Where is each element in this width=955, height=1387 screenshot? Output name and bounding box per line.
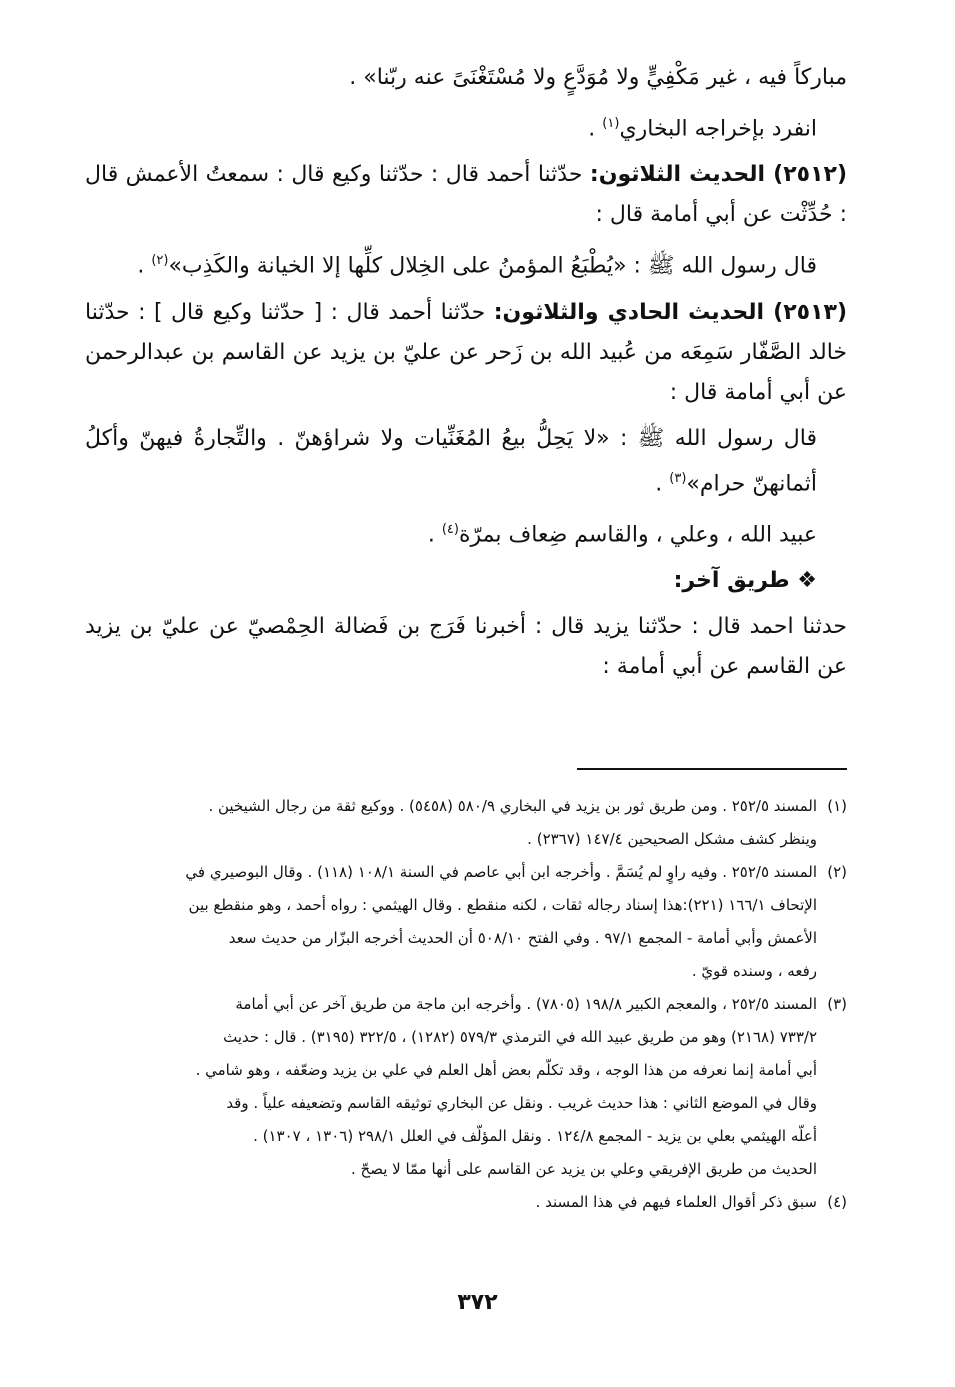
footnote-line: الحديث من طريق الإفريقي وعلي بن يزيد عن القاسم على أنها ممّا لا يصحّ . — [350, 1160, 817, 1178]
footnote-number: (٣) — [827, 995, 847, 1013]
footnote-line: سبق ذكر أقوال العلماء فيهم في هذا المسند . — [535, 1193, 817, 1211]
section-heading-another-route: ❖ طريق آخر: — [673, 568, 817, 594]
footnote-line: وينظر كشف مشكل الصحيحين ١٤٧/٤ (٢٣٦٧) . — [527, 830, 817, 848]
footnote-separator — [577, 768, 847, 770]
hadith-heading: (٢٥١٣) الحديث الحادي والثلاثون: — [493, 299, 848, 325]
paragraph-text: حدّثنا أحمد قال : حدّثنا وكيع قال : سمعتُ الأعمش قال : حُدِّثْت عن أبي أمامة قال : — [85, 162, 847, 228]
footnote-body — [85, 790, 817, 856]
narrators-note — [85, 510, 847, 555]
footnotes — [85, 790, 847, 1219]
paragraph-end: . — [655, 470, 670, 496]
paragraph-continuation — [85, 58, 847, 98]
paragraph-text: انفرد بإخراجه البخاري — [619, 116, 817, 142]
footnote-2 — [85, 856, 847, 988]
footnote-ref: (٢) — [151, 253, 169, 269]
footnote-line: الأعمش وأبي أمامة - المجمع ٩٧/١ . وفي الفتح ٥٠٨/١٠ أن الحديث أخرجه البزّار من حديث سعد — [228, 929, 817, 947]
paragraph-end: . — [588, 116, 603, 142]
hadith-2512-text — [85, 241, 847, 286]
hadith-heading: (٢٥١٢) الحديث الثلاثون: — [589, 162, 847, 188]
footnote-body — [85, 988, 817, 1186]
paragraph-text: قال رسول الله ﷺ : «يُطْبَعُ المؤمنُ على الخِلال كلِّها إلا الخيانة والكَذِب» — [168, 253, 817, 279]
footnote-line: المسند ٢٥٢/٥ ، والمعجم الكبير ١٩٨/٨ (٧٨٠٥) . وأخرجه ابن ماجة من طريق آخر عن أبي أمامة — [235, 995, 817, 1013]
footnote-4 — [85, 1186, 847, 1219]
footnote-number: (٢) — [827, 863, 847, 881]
footnote-body — [85, 1186, 817, 1219]
footnote-line: المسند ٢٥٢/٥ . وفيه راوٍ لم يُسَمَّ . وأخرجه ابن أبي عاصم في السنة ١٠٨/١ (١١٨) . وقال البوصيري في — [185, 863, 817, 881]
paragraph-bukhari-note — [85, 104, 847, 149]
footnote-3 — [85, 988, 847, 1186]
footnote-line: ٧٣٣/٢ (٢١٦٨) وهو من طريق عبيد الله في الترمذي ٥٧٩/٣ (١٢٨٢) ، ٣٢٢/٥ (٣١٩٥) . قال : حديث — [223, 1028, 817, 1046]
footnote-line: رفعه ، وسنده قويّ . — [691, 962, 817, 980]
hadith-2513-text — [85, 419, 847, 504]
continuation-line: مباركاً فيه ، غير مَكْفِيٍّ ولا مُوَدَّعٍ ولا مُسْتَغْنَىً عنه ربّنا» . — [349, 65, 847, 90]
paragraph-end: . — [427, 522, 442, 548]
paragraph-text: حدّثنا أحمد قال : [ حدّثنا وكيع قال ] : حدّثنا خالد الصَّفّار سَمِعَه من عُبيد الله بن زَحر عن عليّ بن يزيد عن القاسم بن عبدالرحمن عن أبي أمامة قال : — [85, 299, 847, 405]
footnote-line: أعلّه الهيثمي بعلي بن يزيد - المجمع ١٢٤/٨ . ونقل المؤلّف في العلل ٢٩٨/١ (١٣٠٦ ، ١٣٠٧) . — [253, 1127, 817, 1145]
paragraph-text: عبيد الله ، وعلي ، والقاسم ضِعاف بمرّة — [458, 522, 817, 548]
footnote-line: الإتحاف ١٦٦/١ (٢٢١):هذا إسناد رجاله ثقات ، لكنه منقطع . وقال الهيثمي : رواه أحمد ، وهو منقطع بين — [188, 896, 817, 914]
footnote-ref: (١) — [602, 116, 620, 131]
footnote-body — [85, 856, 817, 988]
footnote-line: أبي أمامة إنما نعرفه من هذا الوجه ، وقد تكلّم بعض أهل العلم في علي بن يزيد وضعّفه ، وهو شامي . — [195, 1061, 817, 1079]
footnote-line: وقال في الموضع الثاني : هذا حديث غريب . ونقل عن البخاري توثيقه القاسم وتضعيفه علياً . وقد — [226, 1094, 817, 1112]
footnote-1 — [85, 790, 847, 856]
paragraph-end: . — [137, 253, 152, 279]
paragraph-text: حدثنا احمد قال : حدّثنا يزيد قال : أخبرنا فَرَج بن فَضالة الحِمْصيّ عن عليّ بن يزيد عن القاسم عن أبي أمامة : — [85, 614, 847, 680]
main-text — [85, 58, 847, 687]
footnote-ref: (٣) — [669, 470, 687, 486]
page-number: ٣٧٢ — [457, 1290, 498, 1315]
hadith-2513-chain — [85, 293, 847, 413]
footnote-ref: (٤) — [441, 521, 459, 537]
footnote-number: (١) — [827, 797, 847, 815]
hadith-2512-chain — [85, 155, 847, 235]
another-route-chain — [85, 607, 847, 687]
footnote-line: المسند ٢٥٢/٥ . ومن طريق ثور بن يزيد في البخاري ٥٨٠/٩ (٥٤٥٨) . ووكيع ثقة من رجال الشيخين . — [208, 797, 817, 815]
footnote-number: (٤) — [827, 1193, 847, 1211]
paragraph-text: قال رسول الله ﷺ : «لا يَحِلُّ بيعُ المُغَنِّيات ولا شراؤهنّ . والتِّجارةُ فيهنّ وأكلُ أثمانهنّ حرام» — [85, 425, 817, 496]
